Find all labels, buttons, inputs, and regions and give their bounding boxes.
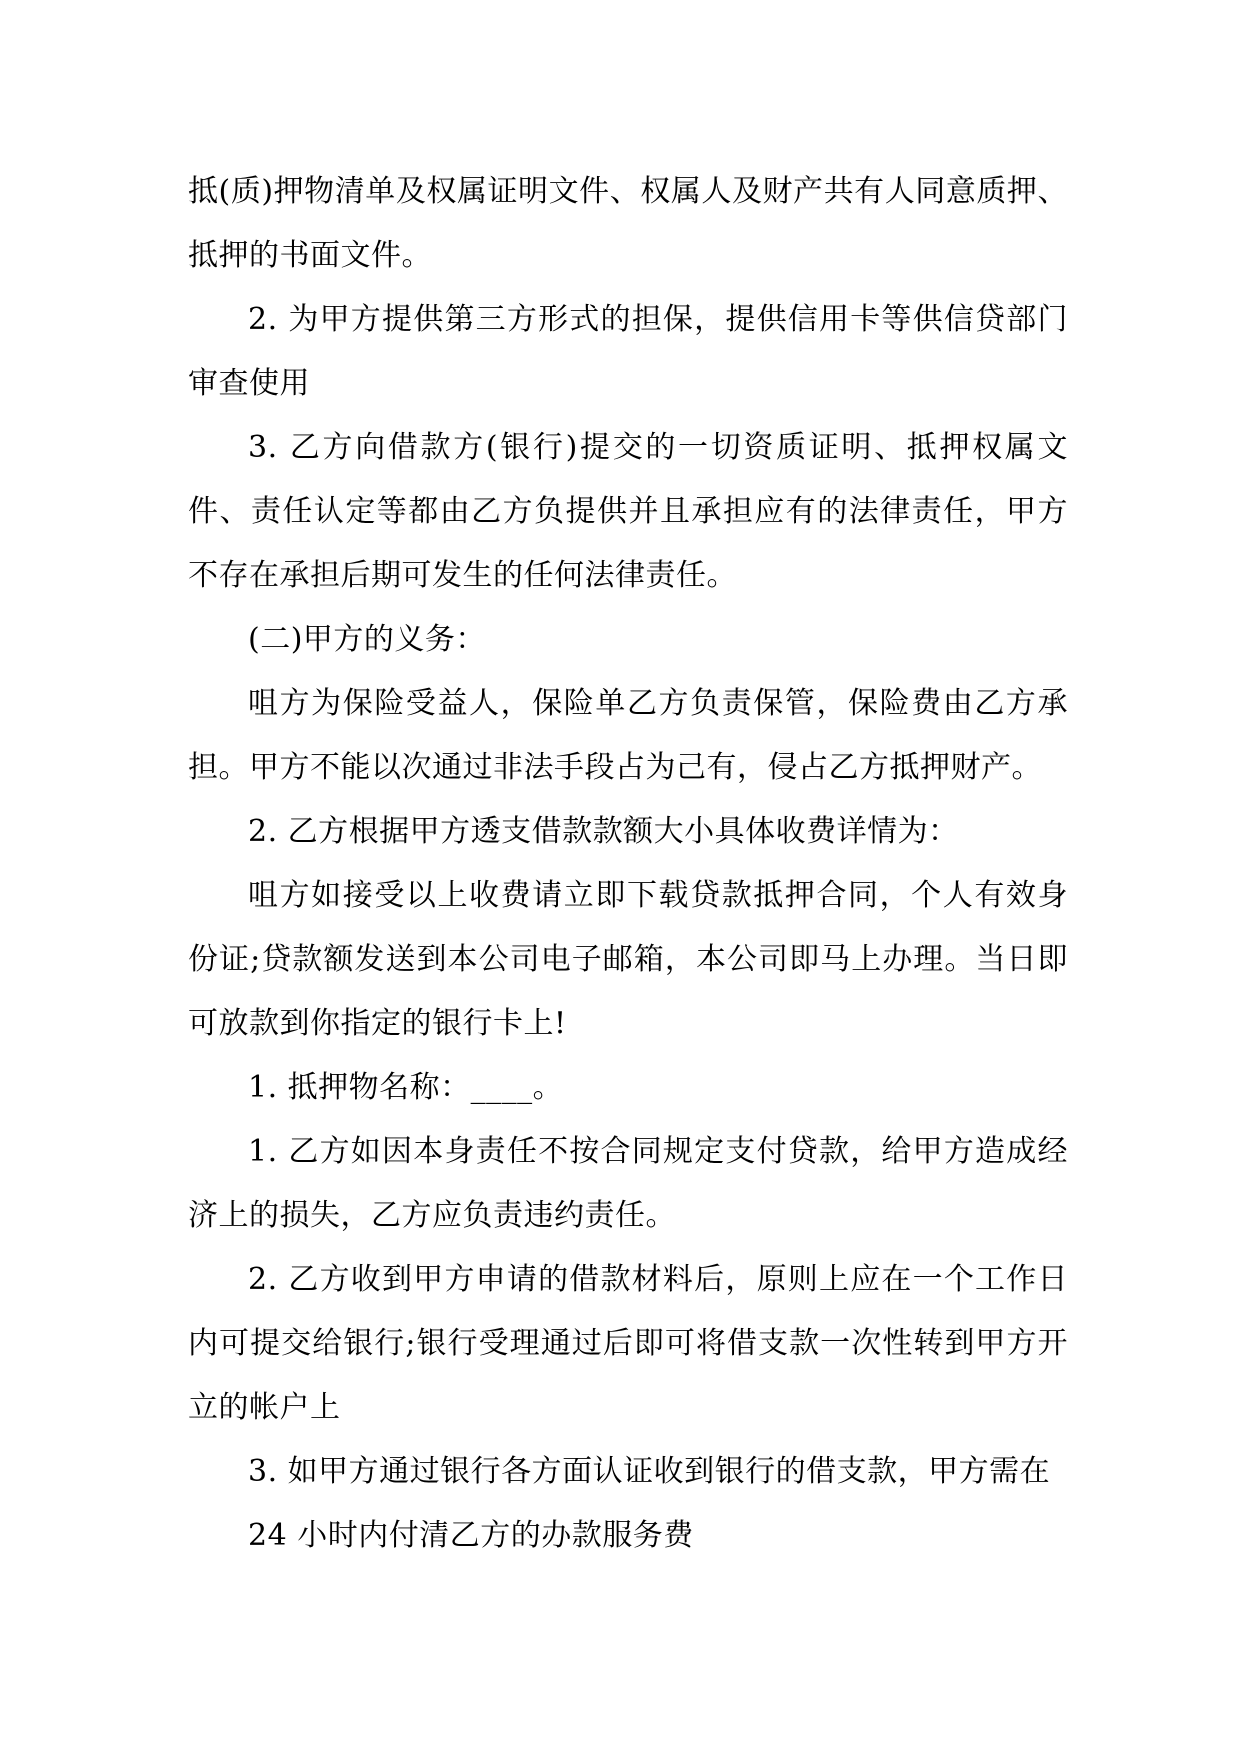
paragraph-collateral-list: 抵(质)押物清单及权属证明文件、权属人及财产共有人同意质押、抵押的书面文件。 <box>188 174 1068 273</box>
paragraph-qualification-responsibility: 3. 乙方向借款方(银行)提交的一切资质证明、抵押权属文件、责任认定等都由乙方负提供并且承担应有的法律责任，甲方不存在承担后期可发生的任何法律责任。 <box>188 430 1068 593</box>
paragraph-insurance-beneficiary: 咀方为保险受益人，保险单乙方负责保管，保险费由乙方承担。甲方不能以次通过非法手段占为己有，侵占乙方抵押财产。 <box>188 686 1068 785</box>
paragraph-third-party-guarantee: 2. 为甲方提供第三方形式的担保，提供信用卡等供信贷部门审查使用 <box>188 302 1068 401</box>
paragraph-service-fee: 24 小时内付清乙方的办款服务费 <box>248 1518 694 1553</box>
paragraph-breach-liability: 1. 乙方如因本身责任不按合同规定支付贷款，给甲方造成经济上的损失，乙方应负责违约责任。 <box>188 1134 1068 1233</box>
paragraph-collateral-name: 1. 抵押物名称：____。 <box>248 1070 564 1105</box>
paragraph-submission-to-bank: 2. 乙方收到甲方申请的借款材料后，原则上应在一个工作日内可提交给银行;银行受理通过后即可将借支款一次性转到甲方开立的帐户上 <box>188 1262 1068 1425</box>
paragraph-bank-certification: 3. 如甲方通过银行各方面认证收到银行的借支款，甲方需在 <box>248 1454 1051 1489</box>
paragraph-download-contract: 咀方如接受以上收费请立即下载贷款抵押合同，个人有效身份证;贷款额发送到本公司电子邮箱，本公司即马上办理。当日即可放款到你指定的银行卡上! <box>188 878 1068 1041</box>
document-body <box>188 160 1068 1568</box>
section-heading-party-a-obligations: (二)甲方的义务： <box>248 622 486 657</box>
paragraph-fee-details: 2. 乙方根据甲方透支借款款额大小具体收费详情为： <box>248 814 959 849</box>
